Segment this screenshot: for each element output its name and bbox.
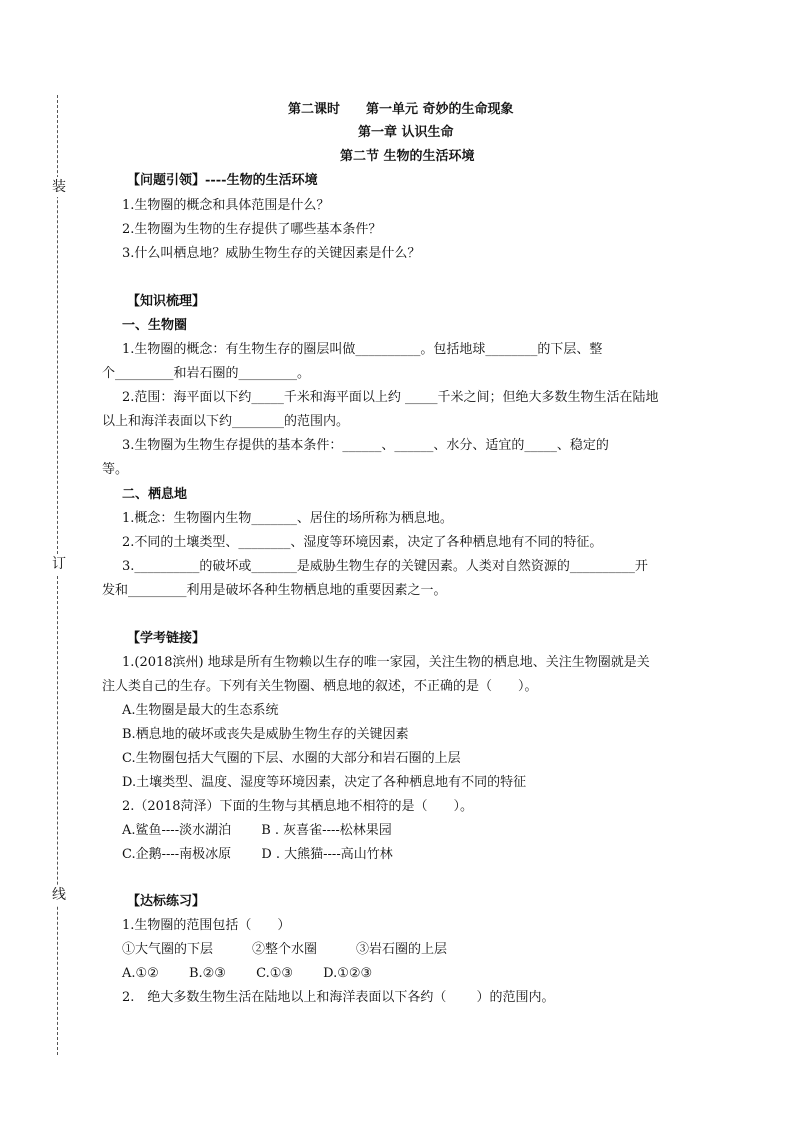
- section-habitat: 二、栖息地: [122, 487, 188, 502]
- chapter-title: 第一章 认识生命: [358, 125, 454, 140]
- exam-q1-option-d: D.土壤类型、温度、湿度等环境因素，决定了各种栖息地有不同的特征: [122, 775, 527, 790]
- habitat-concept: 1.概念：生物圈内生物_______、居住的场所称为栖息地。: [122, 511, 453, 526]
- habitat-threats-line1: 3.__________的破坏或_______是威胁生物生存的关键因素。人类对自然资源的__________开: [122, 559, 648, 574]
- binding-mark-zhuang: 装: [52, 179, 66, 195]
- exam-q1-option-a: A.生物圈是最大的生态系统: [122, 703, 279, 718]
- habitat-factors: 2.不同的土壤类型、________、湿度等环境因素，决定了各种栖息地有不同的特征。: [122, 535, 603, 550]
- biosphere-range-line2: 以上和海洋表面以下约________的范围内。: [102, 414, 350, 429]
- biosphere-conditions-line2: 等。: [102, 462, 129, 477]
- intro-heading: 【问题引领】----生物的生活环境: [127, 173, 318, 188]
- practice-question-2: 2. 绝大多数生物生活在陆地以上和海洋表面以下各约（ ）的范围内。: [122, 990, 555, 1005]
- knowledge-heading: 【知识梳理】: [127, 294, 206, 309]
- exam-q2-options-ab: A.鲨鱼----淡水湖泊 B . 灰喜雀----松林果园: [122, 823, 392, 838]
- practice-heading: 【达标练习】: [127, 894, 206, 909]
- binding-mark-ding: 订: [52, 556, 66, 572]
- exam-heading: 【学考链接】: [127, 631, 206, 646]
- practice-q1-items: ①大气圈的下层 ②整个水圈 ③岩石圈的上层: [122, 942, 448, 957]
- intro-question-3: 3.什么叫栖息地？威胁生物生存的关键因素是什么？: [122, 246, 421, 261]
- exam-q1-option-b: B.栖息地的破坏或丧失是威胁生物生存的关键因素: [122, 727, 409, 742]
- exam-question-1-line1: 1.(2018滨州) 地球是所有生物赖以生存的唯一家园，关注生物的栖息地、关注生物圈就是关: [122, 655, 650, 670]
- exam-q1-option-c: C.生物圈包括大气圈的下层、水圈的大部分和岩石圈的上层: [122, 751, 461, 766]
- habitat-threats-line2: 发和_________利用是破坏各种生物栖息地的重要因素之一。: [102, 583, 447, 598]
- lesson-title: 第二课时 第一单元 奇妙的生命现象: [288, 102, 514, 117]
- exam-question-1-line2: 注人类自己的生存。下列有关生物圈、栖息地的叙述，不正确的是（ ）。: [102, 679, 538, 694]
- practice-question-1: 1.生物圈的范围包括（ ）: [122, 918, 291, 933]
- section-biosphere: 一、生物圈: [122, 318, 188, 333]
- intro-question-1: 1.生物圈的概念和具体范围是什么？: [122, 198, 330, 213]
- practice-q1-options: A.①② B.②③ C.①③ D.①②③: [122, 966, 373, 981]
- exam-question-2: 2.（2018菏泽）下面的生物与其栖息地不相符的是（ ）。: [122, 799, 473, 814]
- intro-question-2: 2.生物圈为生物的生存提供了哪些基本条件？: [122, 222, 382, 237]
- biosphere-range-line1: 2.范围：海平面以下约_____千米和海平面以上约 _____千米之间；但绝大多数生物生活在陆地: [122, 390, 659, 405]
- binding-mark-xian: 线: [52, 887, 66, 903]
- section-title: 第二节 生物的生活环境: [340, 149, 475, 164]
- binding-dashed-line: [57, 95, 58, 1055]
- biosphere-conditions-line1: 3.生物圈为生物生存提供的基本条件：______、______、水分、适宜的_____、稳定的: [122, 438, 609, 453]
- biosphere-concept-line1: 1.生物圈的概念：有生物生存的圈层叫做__________。包括地球________的下层、整: [122, 342, 603, 357]
- biosphere-concept-line2: 个_________和岩石圈的_________。: [102, 366, 311, 381]
- exam-q2-options-cd: C.企鹅----南极冰原 D . 大熊猫----高山竹林: [122, 847, 393, 862]
